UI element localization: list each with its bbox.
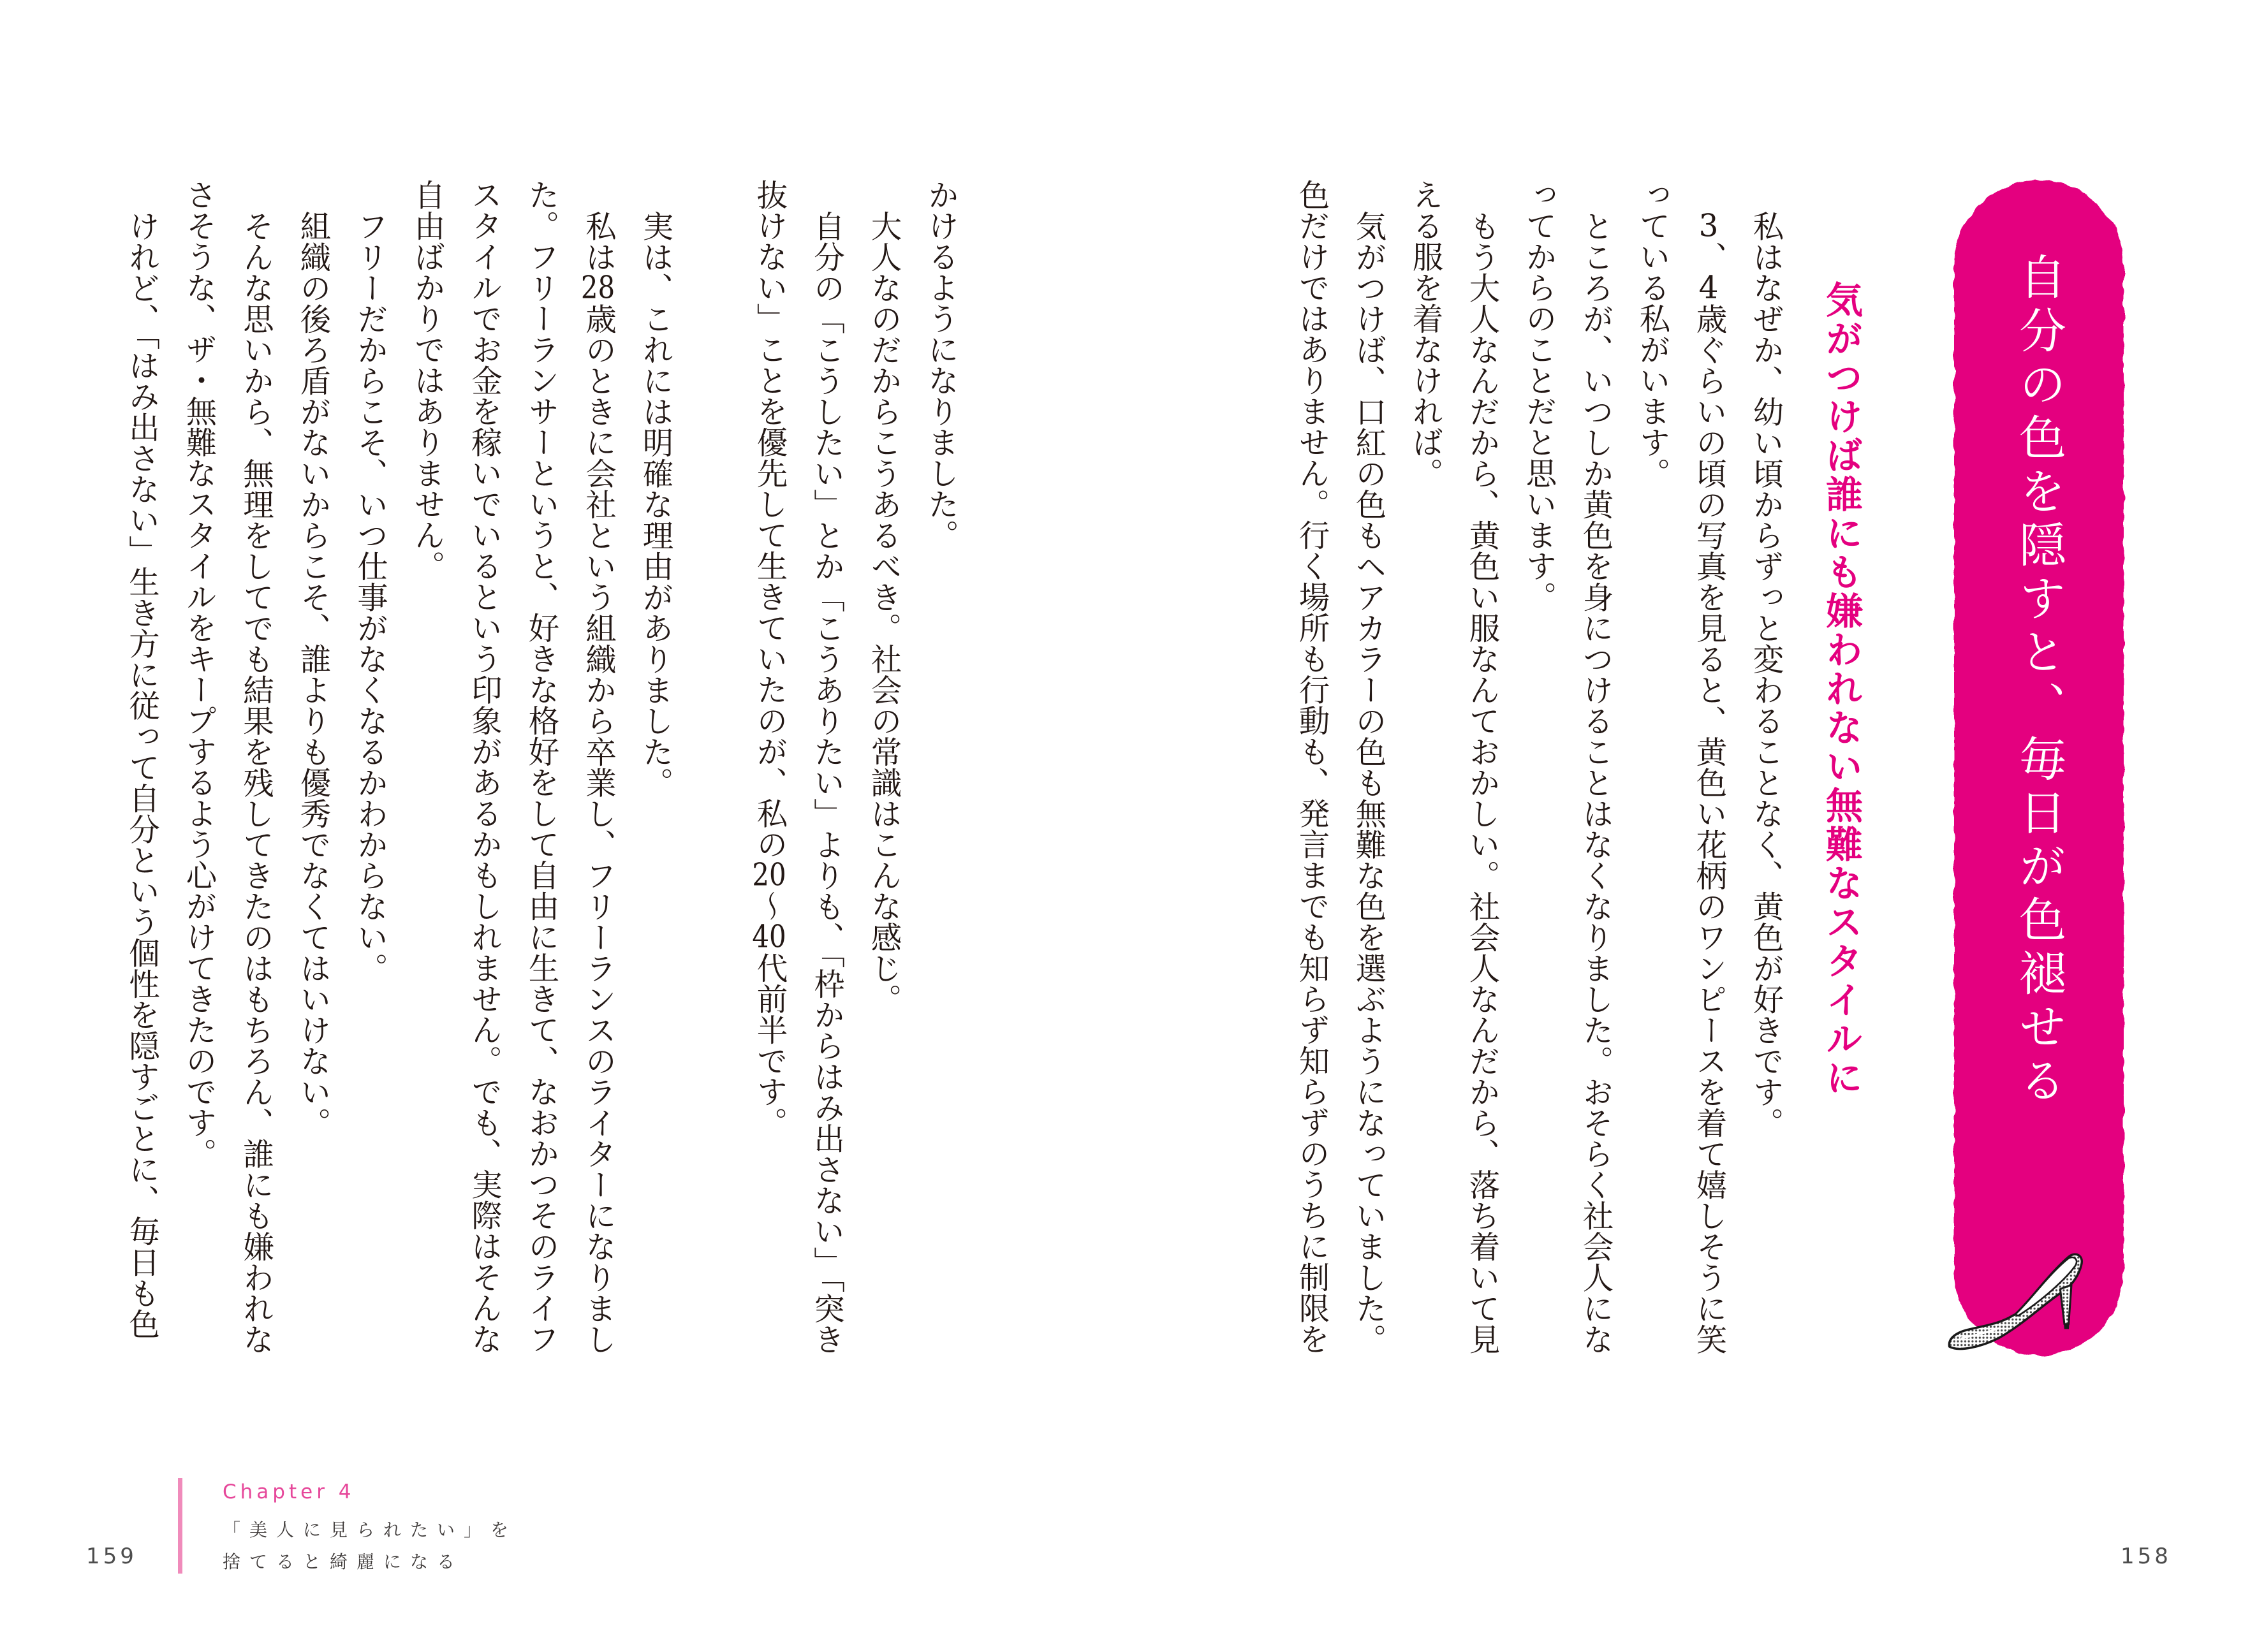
body-line: 大人なのだからこうあるべき。社会の常識はこんな感じ。: [865, 210, 901, 1014]
body-line: スタイルでお金を稼いでいるという印象があるかもしれません。でも、実際はそんな: [466, 179, 502, 1354]
body-line: 組織の後ろ盾がないからこそ、誰よりも優秀でなくてはいけない。: [295, 210, 330, 1138]
body-line: かけるようになりました。: [922, 179, 959, 550]
body-line: 実は、これには明確な理由がありました。: [637, 210, 673, 798]
chapter-footer-rule: [178, 1478, 182, 1574]
page-title: 自分の色を隠すと、毎日が色褪せる: [2011, 252, 2066, 1109]
chapter-title-line: 捨てると綺麗になる: [223, 1551, 464, 1572]
body-line: 私は28歳のときに会社という組織から卒業し、フリーランスのライターになりまし: [580, 210, 616, 1354]
right-page: [1125, 0, 2250, 1652]
chapter-label: Chapter 4: [223, 1480, 355, 1503]
body-line: ってからのことだと思います。: [1520, 179, 1556, 612]
body-line: もう大人なんだから、黄色い服なんておかしい。社会人なんだから、落ち着いて見: [1464, 210, 1499, 1354]
body-line: 自由ばかりではありません。: [409, 179, 445, 581]
body-line: 抜けない」ことを優先して生きていたのが、私の20〜40代前半です。: [751, 179, 787, 1138]
right-page-body-text: [1283, 179, 1793, 1354]
chapter-title-line: 「美人に見られたい」を: [223, 1519, 518, 1540]
body-line: える服を着なければ。: [1407, 179, 1443, 488]
body-line: 自分の「こうしたい」とか「こうありたい」よりも、「枠からはみ出さない」「突き: [808, 210, 844, 1354]
body-line: ところが、いつしか黄色を身につけることはなくなりました。おそらく社会人にな: [1577, 210, 1613, 1354]
body-line: た。フリーランサーというと、好きな格好をして自由に生きて、なおかつそのライフ: [523, 179, 559, 1354]
page-number-right: 158: [2121, 1544, 2172, 1569]
body-line: 気がつけば、口紅の色もヘアカラーの色も無難な色を選ぶようになっていました。: [1350, 210, 1386, 1354]
section-subtitle: 気がつけば誰にも嫌われない無難なスタイルに: [1820, 281, 1863, 1097]
paragraph-break: [683, 179, 740, 1354]
body-line: フリーだからこそ、いつ仕事がなくなるかわからない。: [351, 210, 388, 983]
body-line: 色だけではありません。行く場所も行動も、発言までも知らず知らずのうちに制限を: [1293, 179, 1329, 1354]
page-number-left: 159: [86, 1544, 137, 1569]
high-heel-shoe-icon: [1945, 1248, 2085, 1354]
body-line: けれど、「はみ出さない」生き方に従って自分という個性を隠すごとに、毎日も色: [123, 210, 159, 1339]
body-line: さそうな、ザ・無難なスタイルをキープするよう心がけてきたのです。: [180, 179, 216, 1169]
body-line: そんな思いから、無理をしてでも結果を残してきたのはもちろん、誰にも嫌われな: [237, 210, 274, 1354]
body-line: 私はなぜか、幼い頃からずっと変わることなく、黄色が好きです。: [1747, 210, 1783, 1138]
left-page-body-text: [112, 179, 969, 1354]
body-line: 3、4歳ぐらいの頃の写真を見ると、黄色い花柄のワンピースを着て嬉しそうに笑: [1691, 210, 1726, 1354]
body-line: っている私がいます。: [1634, 179, 1670, 488]
